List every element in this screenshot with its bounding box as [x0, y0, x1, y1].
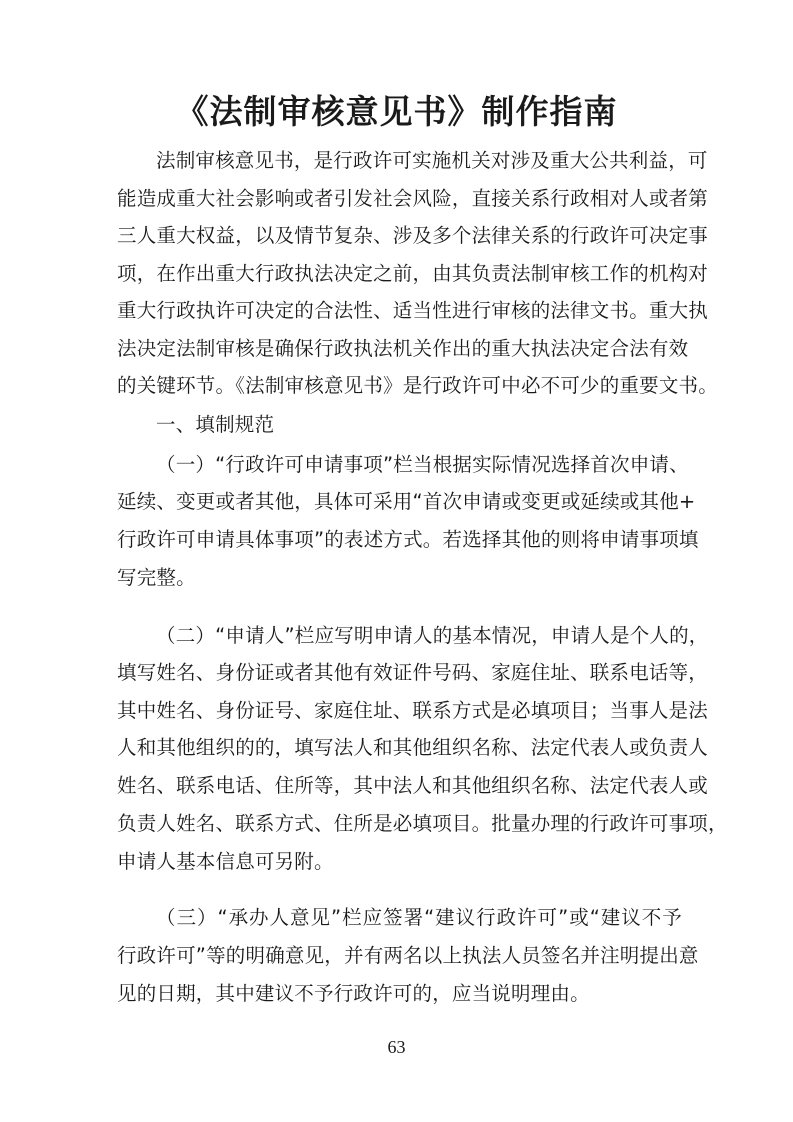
document-title: 《法制审核意见书》制作指南	[175, 92, 618, 131]
paragraph-line: 项，在作出重大行政执法决定之前，由其负责法制审核工作的机构对	[117, 262, 709, 285]
paragraph-line: 负责人姓名、联系方式、住所是必填项目。批量办理的行政许可事项，	[117, 812, 728, 835]
paragraph-line: 延续、变更或者其他，具体可采用“首次申请或变更或延续或其他+	[117, 490, 696, 513]
paragraph-line: 重大行政执许可决定的合法性、适当性进行审核的法律文书。重大执	[117, 299, 709, 322]
page-number: 63	[387, 1037, 406, 1057]
paragraph-line: 行政许可”等的明确意见，并有两名以上执法人员签名并注明提出意	[117, 944, 699, 967]
paragraph-line: 姓名、联系电话、住所等，其中法人和其他组织名称、法定代表人或	[117, 774, 709, 797]
paragraph-line: 法制审核意见书，是行政许可实施机关对涉及重大公共利益，可	[156, 149, 708, 172]
paragraph-line: （三）“承办人意见”栏应签署“建议行政许可”或“建议不予	[156, 906, 682, 929]
section-heading: 一、填制规范	[156, 413, 275, 436]
paragraph-line: （一）“行政许可申请事项”栏当根据实际情况选择首次申请、	[156, 453, 689, 476]
paragraph-line: 写完整。	[117, 566, 196, 589]
paragraph-line: 的关键环节。《法制审核意见书》是行政许可中必不可少的重要文书。	[117, 374, 718, 397]
paragraph-line: 能造成重大社会影响或者引发社会风险，直接关系行政相对人或者第	[117, 187, 709, 210]
paragraph-line: 人和其他组织的的，填写法人和其他组织名称、法定代表人或负责人	[117, 736, 709, 759]
paragraph-line: 其中姓名、身份证号、家庭住址、联系方式是必填项目；当事人是法	[117, 699, 709, 722]
paragraph-line: 行政许可申请具体事项”的表述方式。若选择其他的则将申请事项填	[117, 528, 699, 551]
paragraph-line: 法决定法制审核是确保行政执法机关作出的重大执法决定合法有效	[117, 337, 689, 360]
paragraph-line: 见的日期，其中建议不予行政许可的，应当说明理由。	[117, 982, 590, 1005]
paragraph-line: 填写姓名、身份证或者其他有效证件号码、家庭住址、联系电话等，	[117, 661, 709, 684]
paragraph-line: 三人重大权益，以及情节复杂、涉及多个法律关系的行政许可决定事	[117, 224, 709, 247]
paragraph-line: 申请人基本信息可另附。	[117, 850, 334, 873]
paragraph-line: （二）“申请人”栏应写明申请人的基本情况，申请人是个人的，	[156, 624, 709, 647]
